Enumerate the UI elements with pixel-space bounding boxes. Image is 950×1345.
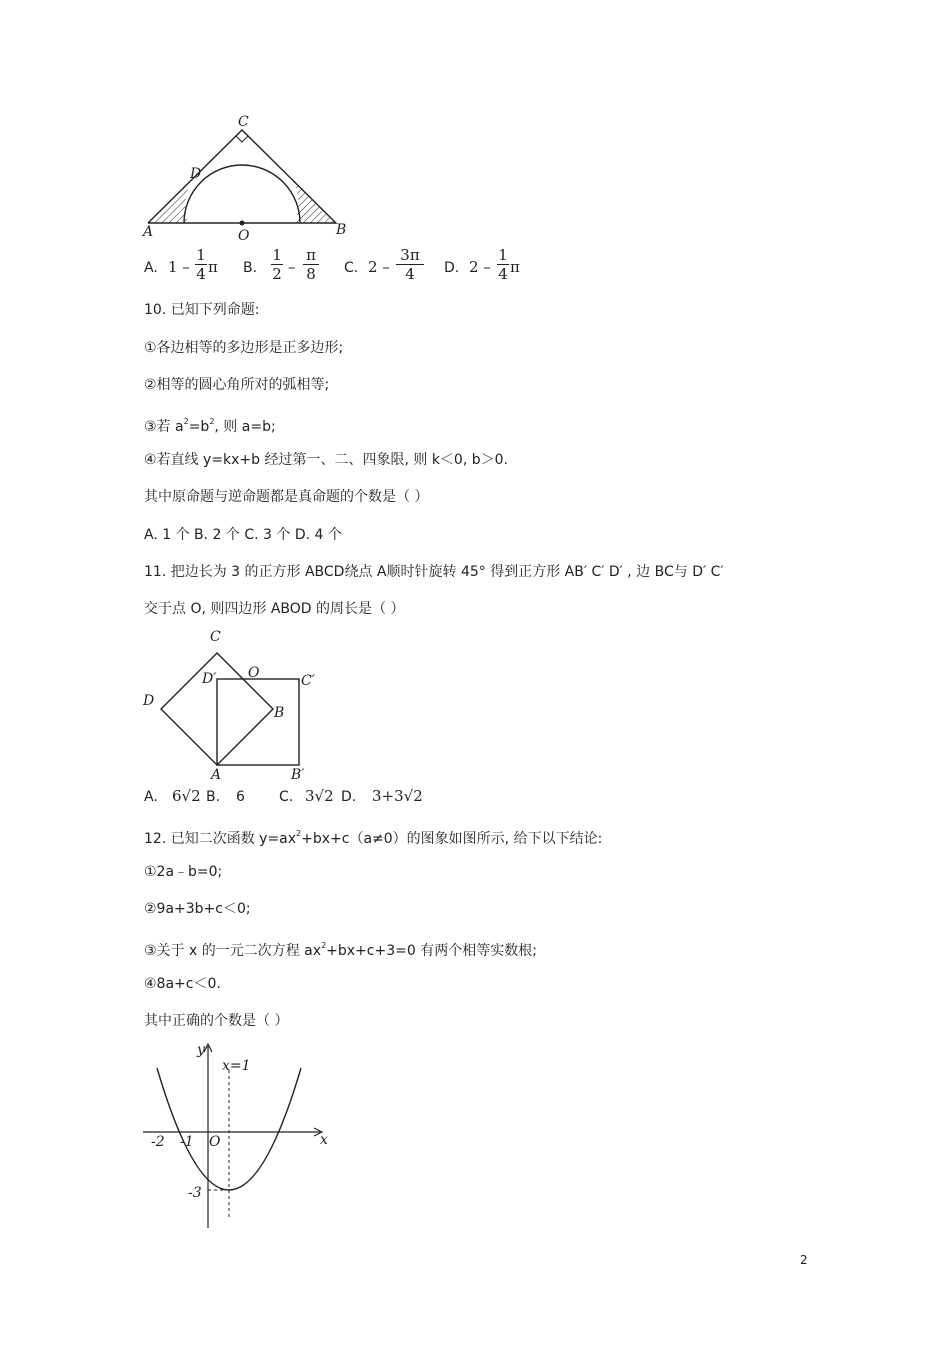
q9-label-c: C <box>238 114 249 130</box>
q11-label-c-prime: C′ <box>301 673 315 689</box>
q11-label-b-prime: B′ <box>291 767 305 780</box>
q9-label-a: A <box>143 224 154 240</box>
q9-option-a-label[interactable]: A. <box>144 260 158 276</box>
q12-figure <box>140 1040 340 1230</box>
q11-option-b-label[interactable]: B. <box>206 789 221 805</box>
q11-option-a-label[interactable]: A. <box>144 789 158 805</box>
q9-option-d-post: π <box>510 258 520 276</box>
page-number: 2 <box>800 1253 808 1267</box>
q12-item-2: ②9a+3b+c＜0; <box>144 901 251 917</box>
q12-label-neg2: -2 <box>151 1134 165 1150</box>
q12-item-4: ④8a+c＜0. <box>144 976 221 992</box>
q12-stem: 12. 已知二次函数 $y=ax^2+bx+c(a\ne 0)$的图象如图所示, 给下以下结论: <box>144 829 603 847</box>
q9-option-a-pre: 1 – <box>168 258 190 276</box>
q11-option-b-value: 6 <box>236 789 245 805</box>
q9-option-d-fraction: 1 4 <box>498 246 508 283</box>
q9-semicircle <box>184 165 300 223</box>
q12-label-axis: x=1 <box>222 1058 251 1074</box>
q9-option-c-fraction: 3π 4 <box>396 247 424 282</box>
q9-label-o: O <box>238 228 250 244</box>
q11-option-c-label[interactable]: C. <box>279 789 294 805</box>
q9-option-c-pre: 2 – <box>368 258 390 276</box>
q9-label-d: D <box>190 166 202 182</box>
q12-label-x: x <box>320 1132 328 1148</box>
q11-option-c-value: 3√2 <box>305 787 334 805</box>
q9-option-d-pre: 2 – <box>469 258 491 276</box>
q10-item-1: ①各边相等的多边形是正多边形; <box>144 340 344 356</box>
q9-option-b-label[interactable]: B. <box>243 260 258 276</box>
q9-option-b-fraction1: 1 2 <box>272 246 282 283</box>
q11-label-d-prime: D′ <box>202 671 217 687</box>
q10-options[interactable]: A. 1 个 B. 2 个 C. 3 个 D. 4 个 <box>144 527 342 543</box>
q12-question: 其中正确的个数是（ ） <box>144 1013 289 1029</box>
q11-label-a: A <box>211 767 222 780</box>
q11-label-b: B <box>274 705 285 721</box>
q9-option-a-post: π <box>208 258 218 276</box>
q12-item-1: ①2a﹣b=0; <box>144 864 223 880</box>
q12-label-origin: O <box>209 1134 221 1150</box>
q10-question: 其中原命题与逆命题都是真命题的个数是（ ） <box>144 489 429 505</box>
q11-figure <box>140 625 340 780</box>
q9-option-b-fraction2: π 8 <box>303 247 319 282</box>
q12-label-y: y <box>197 1042 205 1058</box>
q10-item-3: ③若 $a^2=b^2$, 则 a=b; <box>144 417 276 435</box>
q11-label-o: O <box>248 665 260 681</box>
q12-label-neg3: -3 <box>188 1185 202 1201</box>
q9-label-b: B <box>336 222 347 238</box>
q11-label-d: D <box>143 693 155 709</box>
q12-item-3: ③关于 x 的一元二次方程 $ax^2+bx+c+3=0$ 有两个相等实数根; <box>144 941 537 959</box>
q9-option-c-label[interactable]: C. <box>344 260 359 276</box>
q9-option-d-label[interactable]: D. <box>444 260 460 276</box>
q11-option-a-value: 6√2 <box>172 787 201 805</box>
q11-option-d-label[interactable]: D. <box>341 789 357 805</box>
q9-center-point <box>240 221 245 226</box>
q10-item-4: ④若直线 y=kx+b 经过第一、二、四象限, 则 k＜0, b＞0. <box>144 452 508 468</box>
q10-stem: 10. 已知下列命题: <box>144 302 260 318</box>
q9-option-b-minus: – <box>288 258 296 276</box>
q9-option-a-fraction: 1 4 <box>196 246 206 283</box>
q11-stem-line2: 交于点 O, 则四边形 ABOD 的周长是（ ） <box>144 601 405 617</box>
q11-option-d-value: 3+3√2 <box>372 787 423 805</box>
q10-item-2: ②相等的圆心角所对的弧相等; <box>144 377 330 393</box>
q11-label-c: C <box>210 629 221 645</box>
q12-parabola <box>157 1068 301 1190</box>
q9-figure <box>140 110 370 245</box>
q11-stem-line1: 11. 把边长为 3 的正方形 ABCD绕点 A顺时针旋转 45° 得到正方形 AB′ C′ D′ , 边 BC与 D′ C′ <box>144 564 724 580</box>
q12-label-neg1: -1 <box>180 1134 194 1150</box>
